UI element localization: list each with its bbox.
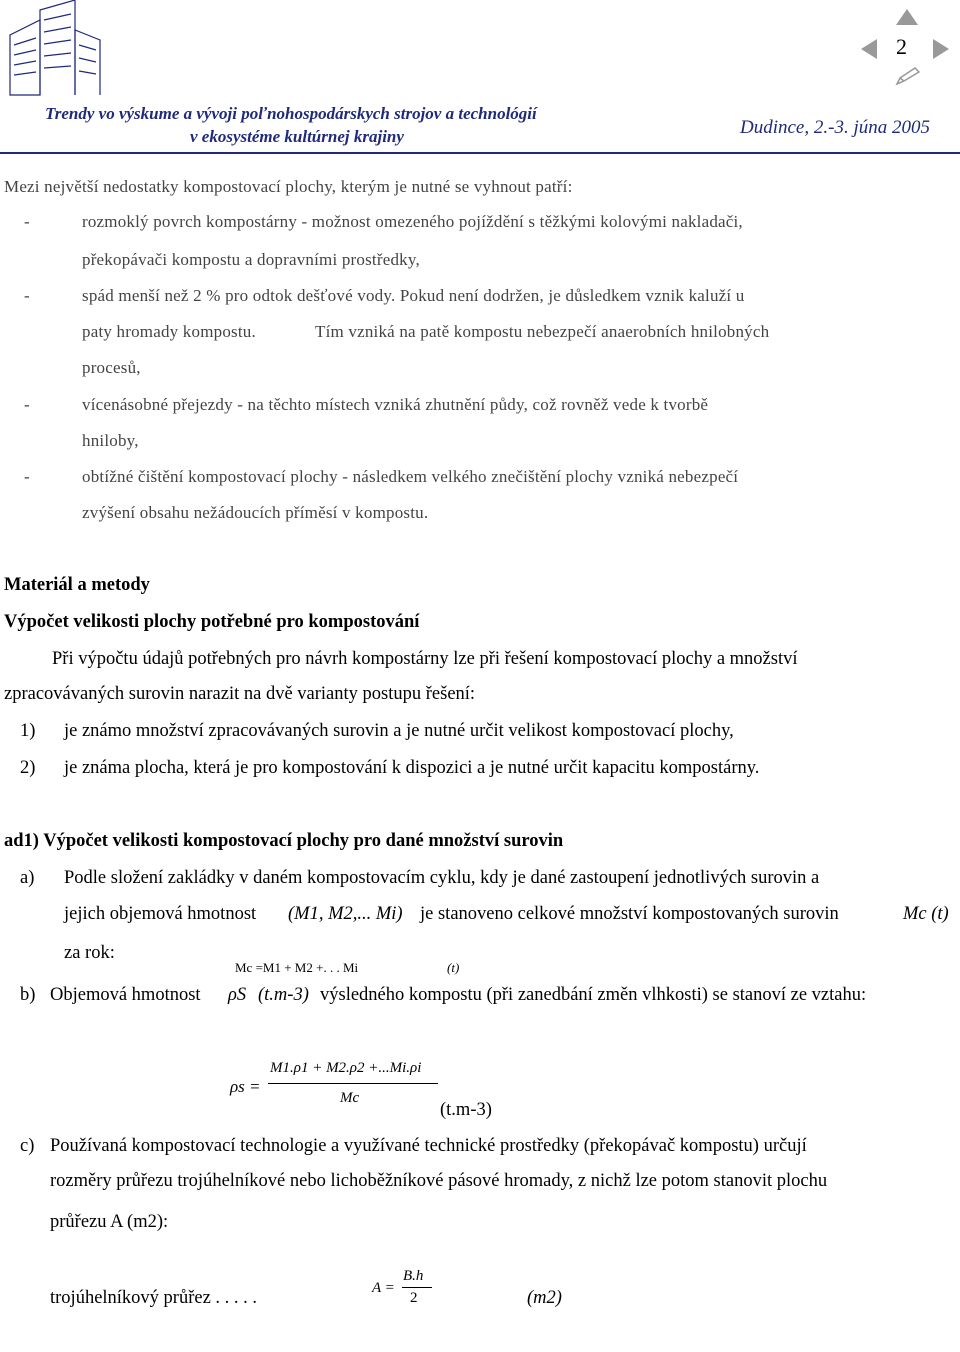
page-number: 2 (896, 34, 907, 59)
a-line2-start: jejich objemová hmotnost (64, 904, 257, 924)
a-line3: za rok: (64, 943, 115, 963)
bullet-2-line1: spád menší než 2 % pro odtok dešťové vody. Pokud není dodržen, je důsledkem vznik kaluží u (82, 286, 745, 305)
rho-s-symbol: ρS (228, 985, 247, 1005)
header-place-date: Dudince, 2.-3. júna 2005 (740, 117, 930, 138)
paragraph-1-line2: zpracovávaných surovin narazit na dvě varianty postupu řešení: (4, 684, 476, 704)
formula-rho-lhs: ρs = (230, 1077, 261, 1096)
triangle-up-icon[interactable] (895, 8, 919, 26)
triangle-left-icon[interactable] (860, 38, 878, 60)
bullet-4-line2: zvýšení obsahu nežádoucích příměsí v kompostu. (82, 503, 429, 522)
section-subheading: Výpočet velikosti plochy potřebné pro kompostování (4, 612, 420, 632)
fraction-line (268, 1083, 438, 1084)
c-line1: Používaná kompostovací technologie a využívané technické prostředky (překopávač kompostu) určují (50, 1136, 807, 1156)
pencil-icon[interactable] (895, 66, 921, 86)
bullet-2-line3: procesů, (82, 358, 141, 377)
bullet-1-line1: rozmoklý povrch kompostárny - možnost omezeného pojíždění s těžkými kolovými nakladači, (82, 212, 743, 231)
formula-mc-unit: (t) (447, 960, 460, 975)
a-line1: Podle složení zakládky v daném kompostovacím cyklu, kdy je dané zastoupení jednotlivých surovin a (64, 868, 820, 888)
b-unit: (t.m-3) (258, 985, 309, 1005)
a-line2-end: Mc (t) (903, 904, 949, 924)
bullet-3-line1: vícenásobné přejezdy - na těchto místech vzniká zhutnění půdy, což rovněž vede k tvorbě (82, 395, 709, 414)
formula-area-numerator: B.h (403, 1268, 424, 1284)
header-title-line1: Trendy vo výskume a vývoji poľnohospodárskych strojov a technológií (45, 104, 537, 123)
bullet-dash: - (24, 467, 30, 486)
a-line2-vars: (M1, M2,... Mi) (288, 904, 403, 924)
bullet-dash: - (24, 395, 30, 414)
bullet-dash: - (24, 286, 30, 305)
bullet-3-line2: hniloby, (82, 431, 139, 450)
a-label: a) (20, 868, 35, 888)
formula-area-lhs: A = (372, 1280, 395, 1296)
intro-text: Mezi největší nedostatky kompostovací plochy, kterým je nutné se vyhnout patří: (4, 177, 573, 196)
item-2-number: 2) (20, 758, 36, 778)
formula-rho-denominator: Mc (340, 1090, 360, 1106)
b-line1-end: výsledného kompostu (při zanedbání změn vlhkosti) se stanoví ze vztahu: (320, 985, 867, 1005)
a-line2-mid: je stanoveno celkové množství kompostovaných surovin (420, 904, 839, 924)
item-1-text: je známo množství zpracovávaných surovin a je nutné určit velikost kompostovací plochy, (64, 721, 734, 741)
header-title-line2: v ekosystéme kultúrnej krajiny (190, 127, 404, 146)
c-label: c) (20, 1136, 35, 1156)
c-line3: průřezu A (m2): (50, 1212, 169, 1232)
bullet-4-line1: obtížné čištění kompostovací plochy - následkem velkého znečištění plochy vzniká nebezpečí (82, 467, 739, 486)
paragraph-1-line1: Při výpočtu údajů potřebných pro návrh kompostárny lze při řešení kompostovací plochy a množství (52, 649, 798, 669)
triangular-label: trojúhelníkový průřez . . . . . (50, 1288, 258, 1308)
section-heading: Materiál a metody (4, 575, 150, 595)
formula-area-unit: (m2) (527, 1288, 562, 1308)
header-rule (0, 152, 960, 154)
b-line1-start: Objemová hmotnost (50, 985, 201, 1005)
formula-rho-numerator: M1.ρ1 + M2.ρ2 +...Mi.ρi (270, 1060, 422, 1076)
item-2-text: je známa plocha, která je pro kompostování k dispozici a je nutné určit kapacitu kompostárny. (64, 758, 760, 778)
bullet-1-line2: překopávači kompostu a dopravními prostředky, (82, 250, 420, 269)
bullet-dash: - (24, 212, 30, 231)
c-line2: rozměry průřezu trojúhelníkové nebo lichoběžníkové pásové hromady, z nichž lze potom stanovit plochu (50, 1171, 828, 1191)
b-label: b) (20, 985, 36, 1005)
triangle-right-icon[interactable] (932, 38, 950, 60)
ad1-heading: ad1) Výpočet velikosti kompostovací plochy pro dané množství surovin (4, 831, 564, 851)
formula-rho-unit: (t.m-3) (440, 1100, 492, 1120)
conference-logo (0, 0, 120, 100)
bullet-2-line2a: paty hromady kompostu. (82, 322, 256, 341)
item-1-number: 1) (20, 721, 36, 741)
bullet-2-line2b: Tím vzniká na patě kompostu nebezpečí anaerobních hnilobných (315, 322, 770, 341)
formula-mc: Mc =M1 + M2 +. . . Mi (235, 960, 359, 975)
formula-area-denominator: 2 (410, 1290, 418, 1306)
fraction-line (402, 1287, 432, 1288)
